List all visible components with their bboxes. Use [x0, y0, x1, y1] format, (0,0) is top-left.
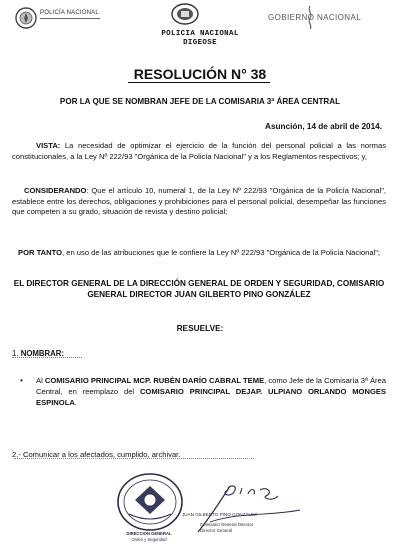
signer-rank: Comisario General Director — [200, 522, 254, 527]
resolution-subtitle: POR LA QUE SE NOMBRAN JEFE DE LA COMISARIA 3ª ÁREA CENTRAL — [59, 97, 341, 106]
appointment-bullet — [12, 376, 386, 408]
vista-text: La necesidad de optimizar el ejercicio de la función del personal policial a las normas constitucionales, a la Ley Nº 222/93 "Orgánica de la Policía Nacional" y a los Reglamentos respectivos; y, — [12, 141, 386, 161]
org-name: POLICIA NACIONAL — [161, 30, 239, 38]
bullet-pre: Al — [36, 376, 45, 385]
resuelve-heading: RESUELVE: — [176, 323, 224, 333]
appointment-text — [36, 376, 386, 408]
considerando-label: CONSIDERANDO — [24, 186, 87, 195]
vista-paragraph — [12, 141, 386, 162]
considerando-paragraph — [12, 186, 386, 218]
bullet-end: . — [74, 397, 77, 407]
portanto-text: , en uso de las atribuciones que le confiere la Ley Nº 222/93 "Orgánica de la Policía Nacional"; — [62, 248, 381, 257]
portanto-label: POR TANTO — [18, 248, 63, 257]
bullet-dot-icon: • — [20, 376, 23, 385]
vista-label: VISTA: — [36, 141, 61, 150]
bullet-mid: , como Jefe de la Comisaría 3ª Área Central, en reemplazo del — [36, 376, 386, 396]
header-left-rule — [40, 18, 100, 19]
director-statement: EL DIRECTOR GENERAL DE LA DIRECCIÓN GENERAL DE ORDEN Y SEGURIDAD, COMISARIO GENERAL DIRECTOR JUAN GILBERTO PINO GONZÁLEZ — [13, 279, 385, 299]
considerando-text: : Que el artículo 10, numeral 1, de la Ley Nº 222/93 "Orgánica de la Policía Nacional", establece entre los derechos, obligaciones y prohibiciones para el personal policial, desempeñar las funciones que competen a su grado, situación de revista y destino policial; — [12, 186, 386, 217]
title-underline — [128, 82, 270, 83]
document-date: Asunción, 14 de abril de 2014. — [265, 122, 382, 131]
header-left-org: POLICÍA NACIONAL — [40, 10, 99, 16]
stamp-line2: Orden y Seguridad — [131, 537, 167, 542]
item1-label: NOMBRAR — [20, 349, 62, 358]
signer-title: Director General — [200, 528, 233, 533]
stamp-line1: DIRECCION GENERAL — [126, 531, 172, 536]
org-department: DIGEOSE — [183, 39, 217, 47]
portanto-paragraph — [12, 248, 386, 259]
appointee-name: COMISARIO PRINCIPAL MCP. RUBÉN DARÍO CABRAL TEME — [44, 376, 265, 385]
resolution-title: RESOLUCIÓN N° 38 — [133, 66, 267, 82]
item1-colon: : — [61, 349, 65, 358]
signer-name: JUAN GILBERTO PINO GONZÁLEZ — [182, 512, 257, 517]
national-seal-icon — [170, 2, 200, 26]
police-badge-icon — [14, 6, 38, 30]
header-right-org: GOBIERNO NACIONAL — [268, 13, 362, 22]
replaced-name: COMISARIO PRINCIPAL DEJAP. ULPIANO ORLANDO MONGES ESPINOLA — [36, 386, 386, 407]
item1-number: 1. — [12, 349, 19, 358]
item2-text: 2.- Comunicar a los afectados, cumplido, archivar. — [12, 450, 181, 459]
item2-rule — [14, 458, 254, 459]
item1-rule — [12, 357, 82, 358]
